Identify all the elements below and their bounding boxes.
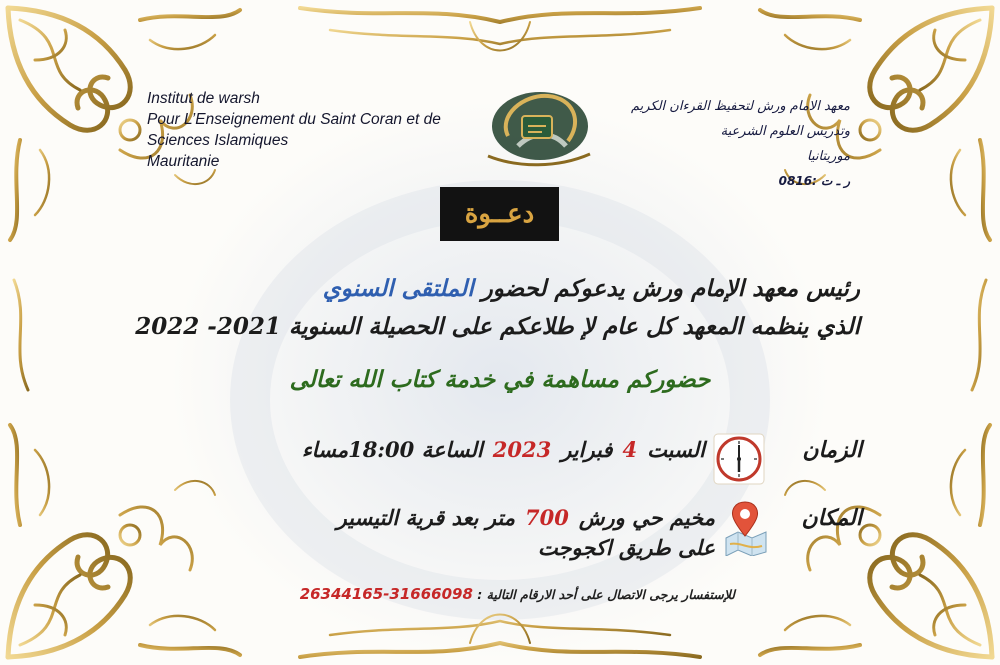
event-time: الساعة 18:00مساء <box>301 437 483 462</box>
invitation-line-1 <box>140 275 860 302</box>
invitation-title-banner <box>440 187 559 241</box>
place-label-text: المكان <box>801 505 862 531</box>
french-line: Sciences Islamiques <box>147 132 289 149</box>
map-pin-icon <box>722 498 768 556</box>
line1-text: رئيس معهد الإمام ورش يدعوكم لحضور <box>473 275 860 302</box>
distance: 700 <box>525 505 569 530</box>
french-line: Mauritanie <box>147 153 220 170</box>
day-number: 4 <box>622 437 638 462</box>
time-label-text: الزمان <box>802 437 862 463</box>
road-name: على طريق اكجوجت <box>537 535 715 560</box>
place-line-2 <box>140 533 715 563</box>
invitation-line-3: حضوركم مساهمة في خدمة كتاب الله تعالى <box>289 366 711 393</box>
place-value <box>140 503 715 563</box>
time-label <box>770 437 862 463</box>
registration-number: ر ـ ت :0816 <box>778 174 850 188</box>
institute-name-french <box>147 88 477 172</box>
phone-numbers: 31666098-26344165 <box>299 585 473 603</box>
invitation-line-2: الذي ينظمه المعهد كل عام لإ طلاعكم على الحصيلة السنوية 2021- 2022 <box>135 313 860 340</box>
clock-icon <box>713 433 765 485</box>
place-direction: متر بعد قرية التيسير <box>336 505 515 530</box>
arabic-line: وتدريس العلوم الشرعية <box>720 124 850 139</box>
french-line: Institut de warsh <box>147 90 260 107</box>
day-name: السبت <box>647 437 705 462</box>
french-line: Pour L’Enseignement du Saint Coran et de <box>147 111 441 128</box>
year: 2023 <box>492 437 552 462</box>
place-label <box>770 505 862 531</box>
arabic-line: معهد الامام ورش لتحفيظ القرءان الكريم <box>630 99 850 114</box>
arabic-line: موريتانيا <box>807 149 850 164</box>
invitation-title: دعــوة <box>464 199 535 229</box>
place-line-1 <box>140 503 715 533</box>
contact-info <box>270 585 735 603</box>
month-name: فبراير <box>561 437 613 462</box>
institute-name-arabic <box>580 94 850 194</box>
annual-meeting-highlight: الملتقى السنوي <box>322 275 474 302</box>
contact-text: للإستفسار يرجى الاتصال على أحد الارقام التالية : <box>477 587 735 602</box>
place-name: مخيم حي ورش <box>578 505 715 530</box>
time-value <box>140 437 705 462</box>
